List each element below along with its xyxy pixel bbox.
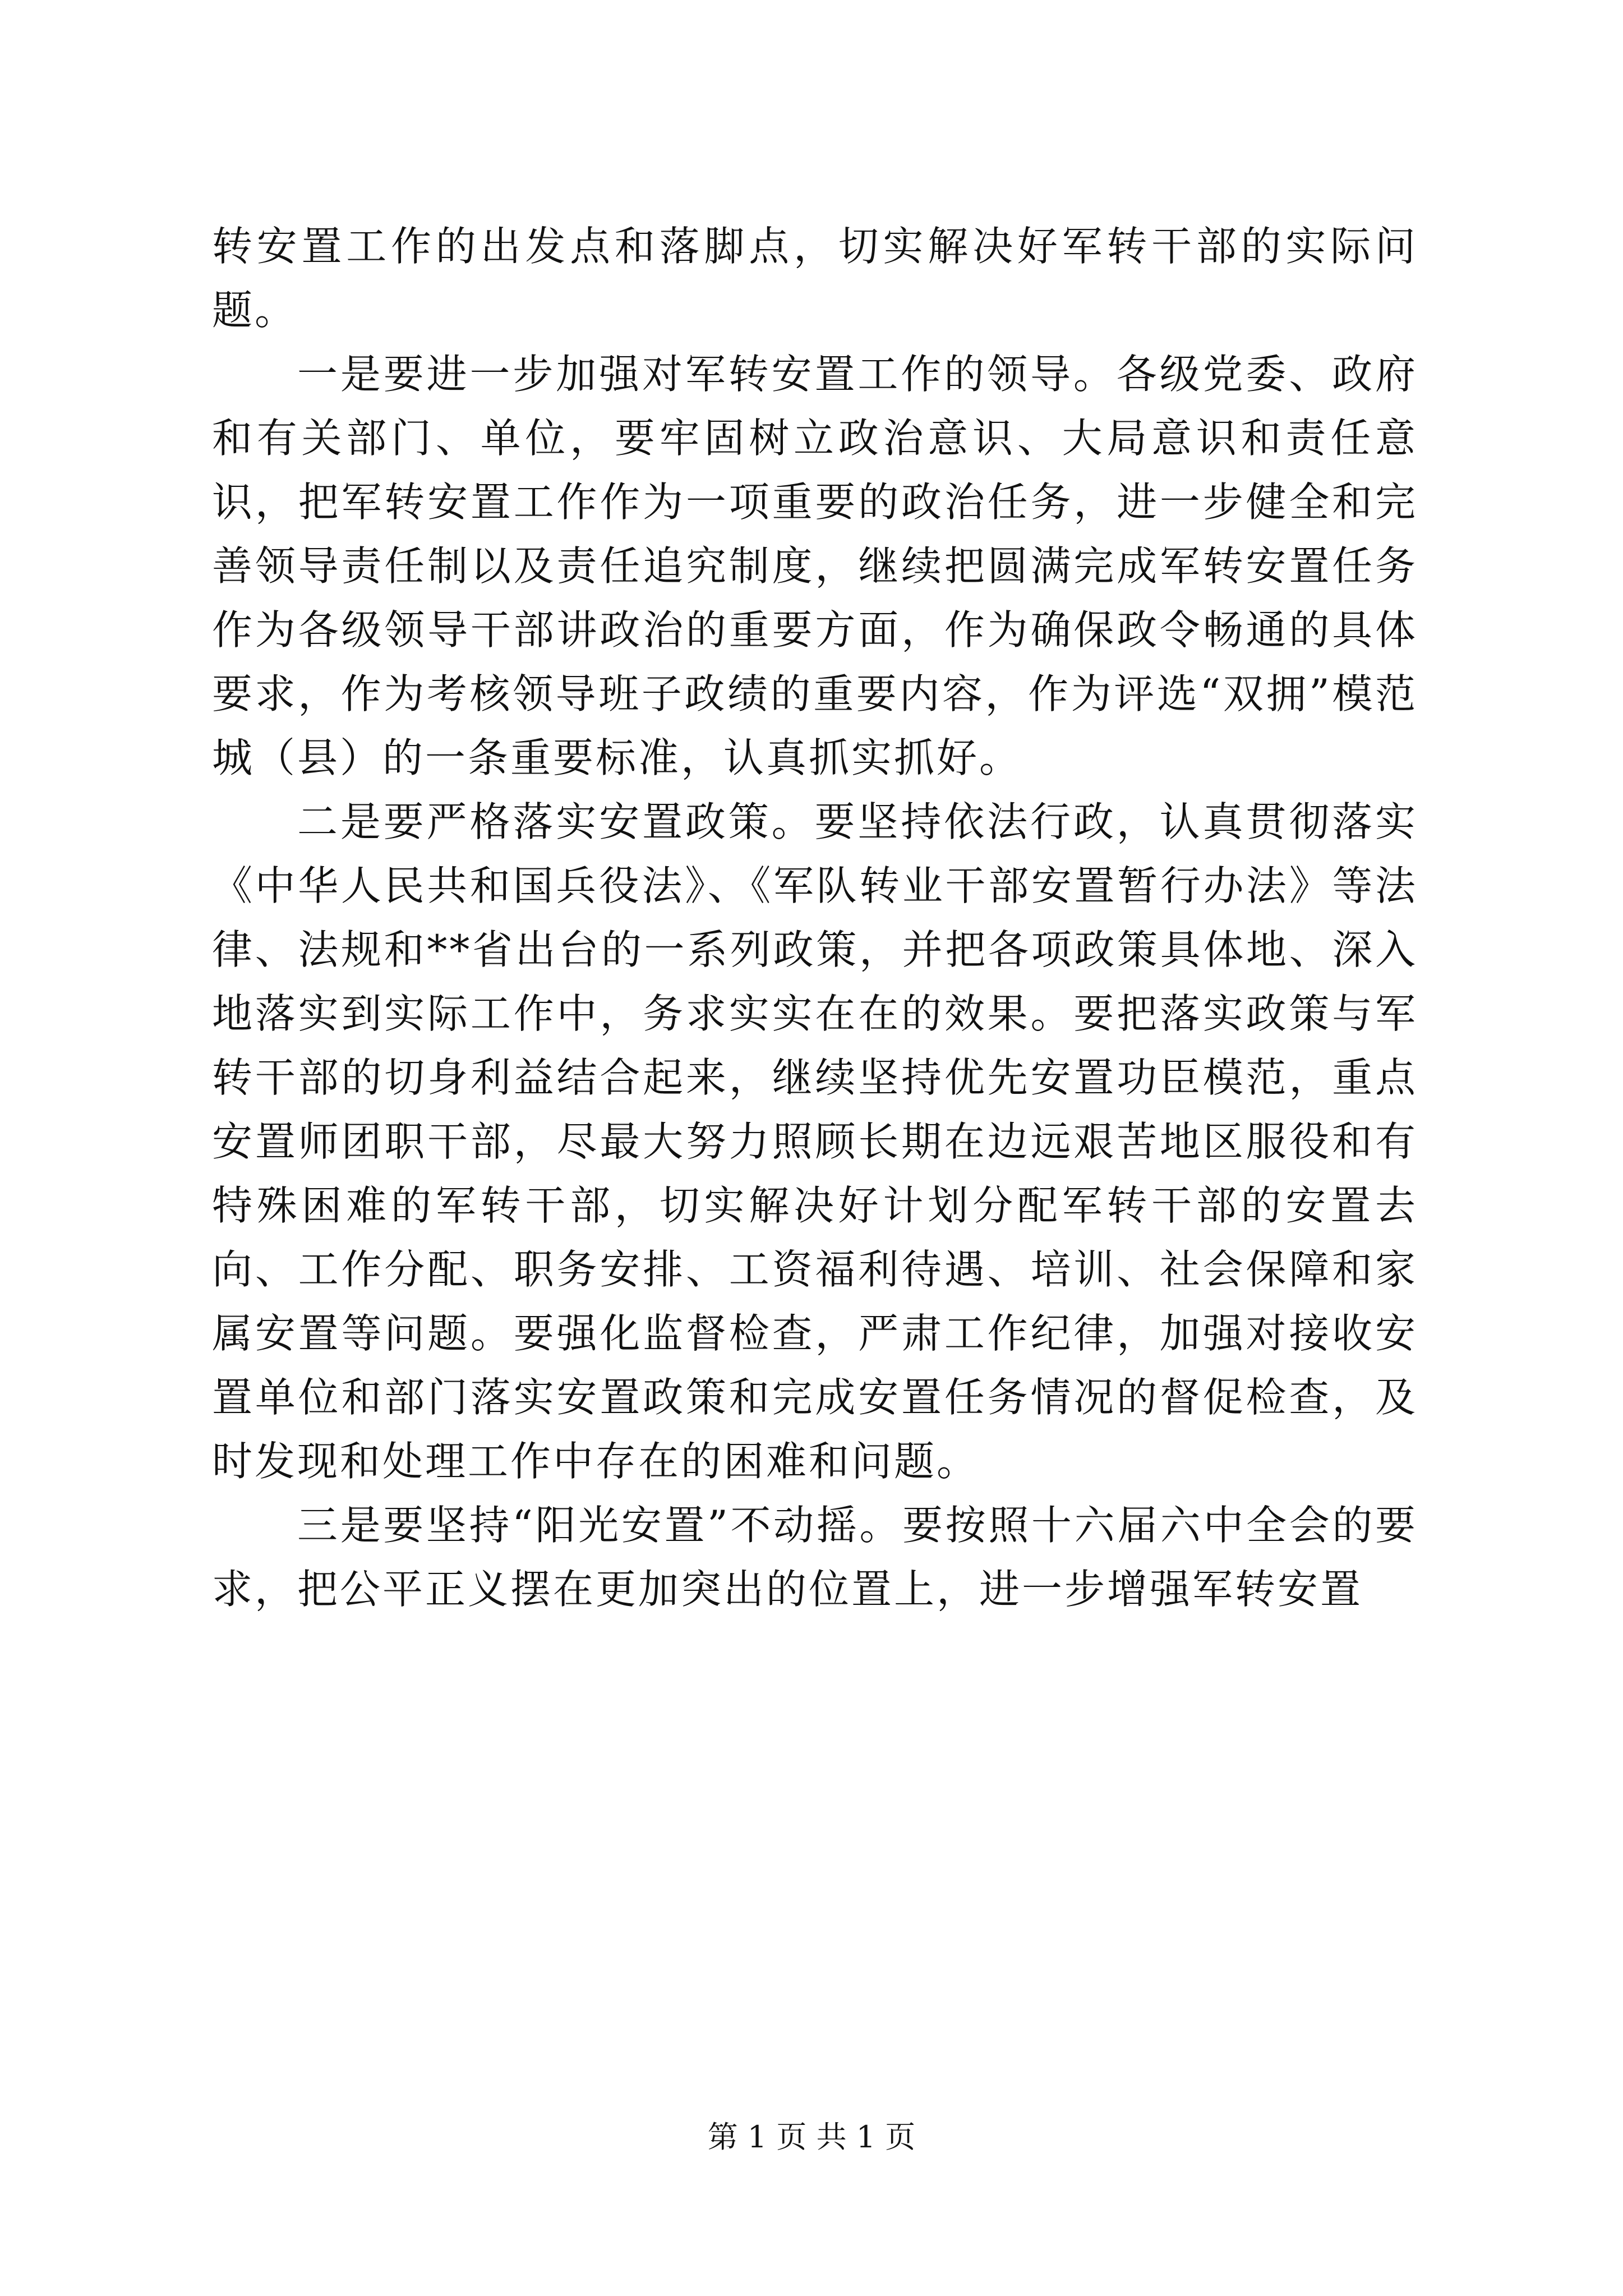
page-number-label: 第 1 页 共 1 页 [707, 2119, 916, 2155]
paragraph-policy: 二是要严格落实安置政策。要坚持依法行政，认真贯彻落实《中华人民共和国兵役法》、《军队转业干部安置暂行办法》等法律、法规和**省出台的一系列政策，并把各项政策具体地、深入地落实到实际工作中，务求实实在在的效果。要把落实政策与军转干部的切身利益结合起来，继续坚持优先安置功臣模范，重点安置师团职干部，尽最大努力照顾长期在边远艰苦地区服役和有特殊困难的军转干部，切实解决好计划分配军转干部的安置去向、工作分配、职务安排、工资福利待遇、培训、社会保障和家属安置等问题。要强化监督检查，严肃工作纪律，加强对接收安置单位和部门落实安置政策和完成安置任务情况的督促检查，及时发现和处理工作中存在的困难和问题。 [212, 798, 1418, 1485]
document-body [212, 214, 1418, 1621]
paragraph-sunshine: 三是要坚持“阳光安置”不动摇。要按照十六届六中全会的要求，把公平正义摆在更加突出的位置上，进一步增强军转安置 [212, 1502, 1418, 1613]
paragraph-continued: 转安置工作的出发点和落脚点，切实解决好军转干部的实际问题。 [212, 223, 1418, 334]
page-footer [0, 2118, 1623, 2157]
paragraph-leadership: 一是要进一步加强对军转安置工作的领导。各级党委、政府和有关部门、单位，要牢固树立政治意识、大局意识和责任意识，把军转安置工作作为一项重要的政治任务，进一步健全和完善领导责任制以及责任追究制度，继续把圆满完成军转安置任务作为各级领导干部讲政治的重要方面，作为确保政令畅通的具体要求，作为考核领导班子政绩的重要内容，作为评选“双拥”模范城（县）的一条重要标准，认真抓实抓好。 [212, 351, 1418, 781]
